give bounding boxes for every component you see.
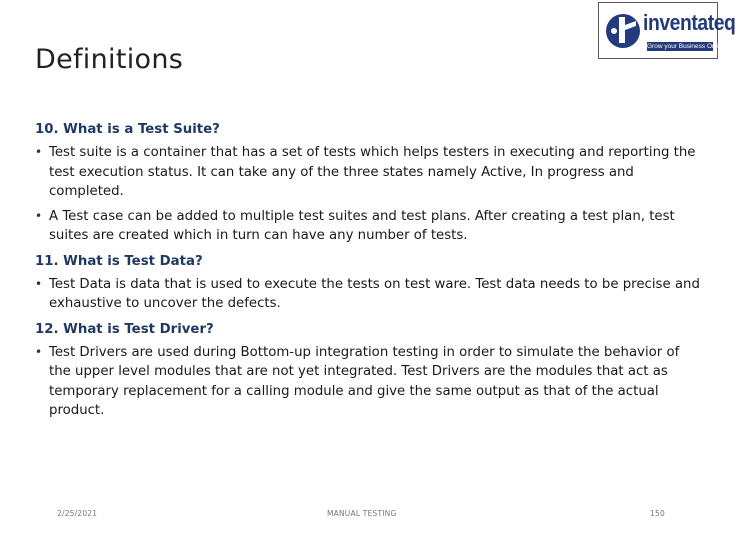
bullet-item: [35, 143, 700, 201]
question-heading: 11. What is Test Data?: [35, 253, 203, 269]
bullet-list: [35, 275, 700, 314]
bullet-list: [35, 343, 700, 420]
question-heading: 10. What is a Test Suite?: [35, 122, 220, 137]
bullet-text: Test suite is a container that has a set of tests which helps testers in executing and reporting the test execution status. It can take any of the three states namely Active, In progress and completed.: [49, 145, 696, 199]
footer-date: 2/25/2021: [57, 509, 98, 518]
bullet-icon: •: [35, 344, 43, 359]
bullet-text: Test Data is data that is used to execute the tests on test ware. Test data needs to be precise and exhaustive to uncover the defects.: [49, 277, 700, 312]
bullet-item: [35, 207, 700, 246]
bullet-icon: •: [35, 209, 43, 224]
bullet-text: A Test case can be added to multiple test suites and test plans. After creating a test plan, test suites are created which in turn can have any number of tests.: [49, 209, 675, 244]
logo-tagline: Grow your Business Online: [647, 43, 726, 50]
question-heading: 12. What is Test Driver?: [35, 321, 214, 337]
section-test-data: [35, 252, 700, 314]
bullet-list: [35, 143, 700, 245]
bullet-text: Test Drivers are used during Bottom-up integration testing in order to simulate the behavior of the upper level modules that are not yet integrated. Test Drivers are the modules that act as temporary replacement for a calling module and give the same output as that of the actual product.: [49, 344, 680, 418]
logo-wordmark: inventateq: [643, 10, 735, 35]
company-logo: [598, 2, 735, 59]
section-test-driver: [35, 320, 700, 420]
slide-title: Definitions: [35, 44, 184, 75]
slide-number: 150: [650, 509, 665, 518]
bullet-item: [35, 275, 700, 314]
inventateq-logo-icon: [604, 9, 642, 53]
section-test-suite: [35, 120, 700, 246]
slide-body: [35, 120, 700, 426]
bullet-icon: •: [35, 277, 43, 292]
bullet-icon: •: [35, 145, 43, 160]
footer-title: MANUAL TESTING: [327, 509, 397, 518]
bullet-item: [35, 343, 700, 420]
